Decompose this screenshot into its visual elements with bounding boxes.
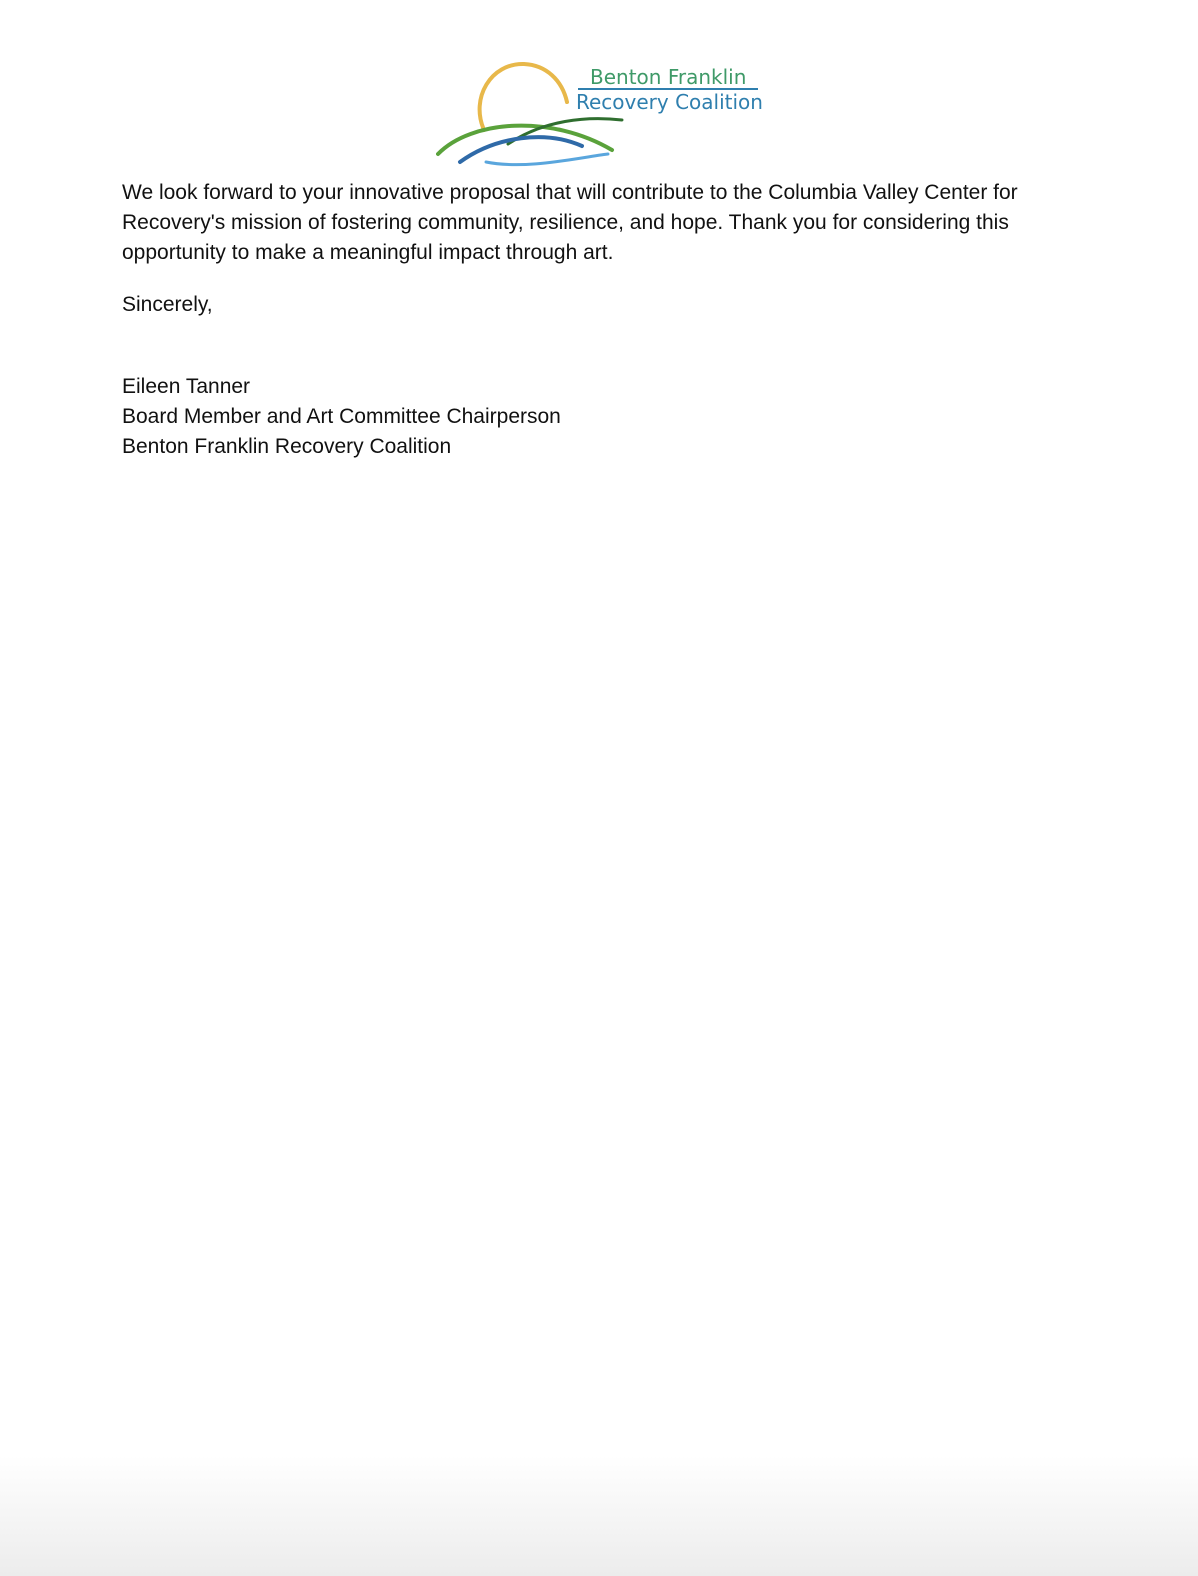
body-paragraph: We look forward to your innovative proposal that will contribute to the Columbia Valley Center for Recovery's mission of fostering community, resilience, and hope. Thank you for considering this opportunity to make a meaningful impact through art. (122, 181, 1018, 264)
signature-block (122, 372, 1072, 462)
page-bottom-shadow (0, 1456, 1198, 1576)
logo-text-line1: Benton Franklin (590, 65, 747, 89)
logo-hill-green-icon (438, 126, 612, 154)
closing-salutation: Sincerely, (122, 293, 213, 316)
logo-text-line2: Recovery Coalition (576, 90, 763, 114)
signature-title: Board Member and Art Committee Chairperson (122, 405, 561, 428)
signature-name: Eileen Tanner (122, 375, 251, 398)
organization-logo (436, 58, 770, 170)
letter-content (122, 178, 1072, 462)
logo-graphic (436, 58, 770, 170)
logo-wave-light-blue-icon (486, 154, 608, 165)
logo-wave-blue-icon (460, 137, 582, 162)
logo-sun-icon (480, 64, 567, 130)
signature-organization: Benton Franklin Recovery Coalition (122, 435, 452, 458)
